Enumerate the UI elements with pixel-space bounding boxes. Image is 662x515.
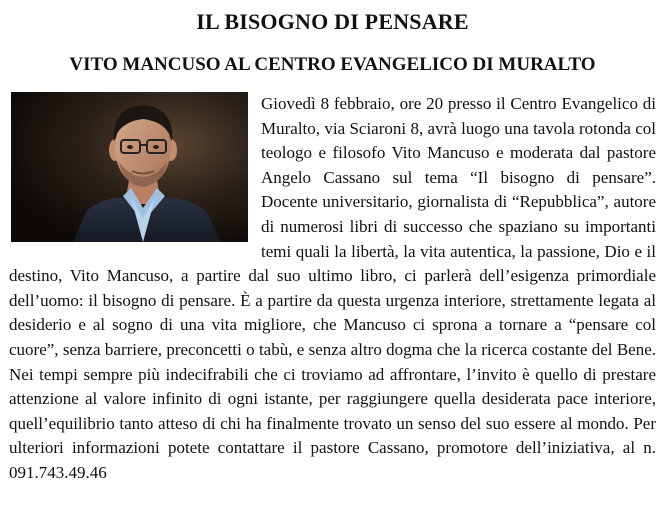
article-content [9,92,656,486]
article-body: Giovedì 8 febbraio, ore 20 presso il Centro Evangelico di Muralto, via Sciaroni 8, avrà luogo una tavola rotonda col teologo e filosofo Vito Mancuso e moderata dal pastore Angelo Cassano sul tema “Il bisogno di pensare”. Docente universitario, giornalista di “Repubblica”, autore di numerosi libri di successo che spaziano su importanti temi quali la libertà, la vita autentica, la passione, Dio e il destino, Vito Mancuso, a partire dal suo ultimo libro, ci parlerà dell’esigenza primordiale dell’uomo: il bisogno di pensare. È a partire da questa urgenza interiore, strettamente legata al desiderio e al sogno di una vita migliore, che Mancuso ci sprona a tornare a “pensare col cuore”, senza barriere, preconcetti o tabù, e senza altro dogma che la ricerca costante del Bene. Nei tempi sempre più indecifrabili che ci troviamo ad affrontare, l’invito è quello di prestare attenzione al valore infinito di ogni istante, per raggiungere quella desiderata pace interiore, quell’equilibrio tanto atteso di chi ha finalmente trovato un senso del suo essere al mondo. Per ulteriori informazioni potete contattare il pastore Cassano, promotore dell’iniziativa, al n. 091.743.49.46 [9,94,656,482]
article-title: IL BISOGNO DI PENSARE [196,9,469,34]
portrait-photo-icon [11,92,248,242]
article-subtitle: VITO MANCUSO AL CENTRO EVANGELICO DI MURALTO [69,54,596,75]
